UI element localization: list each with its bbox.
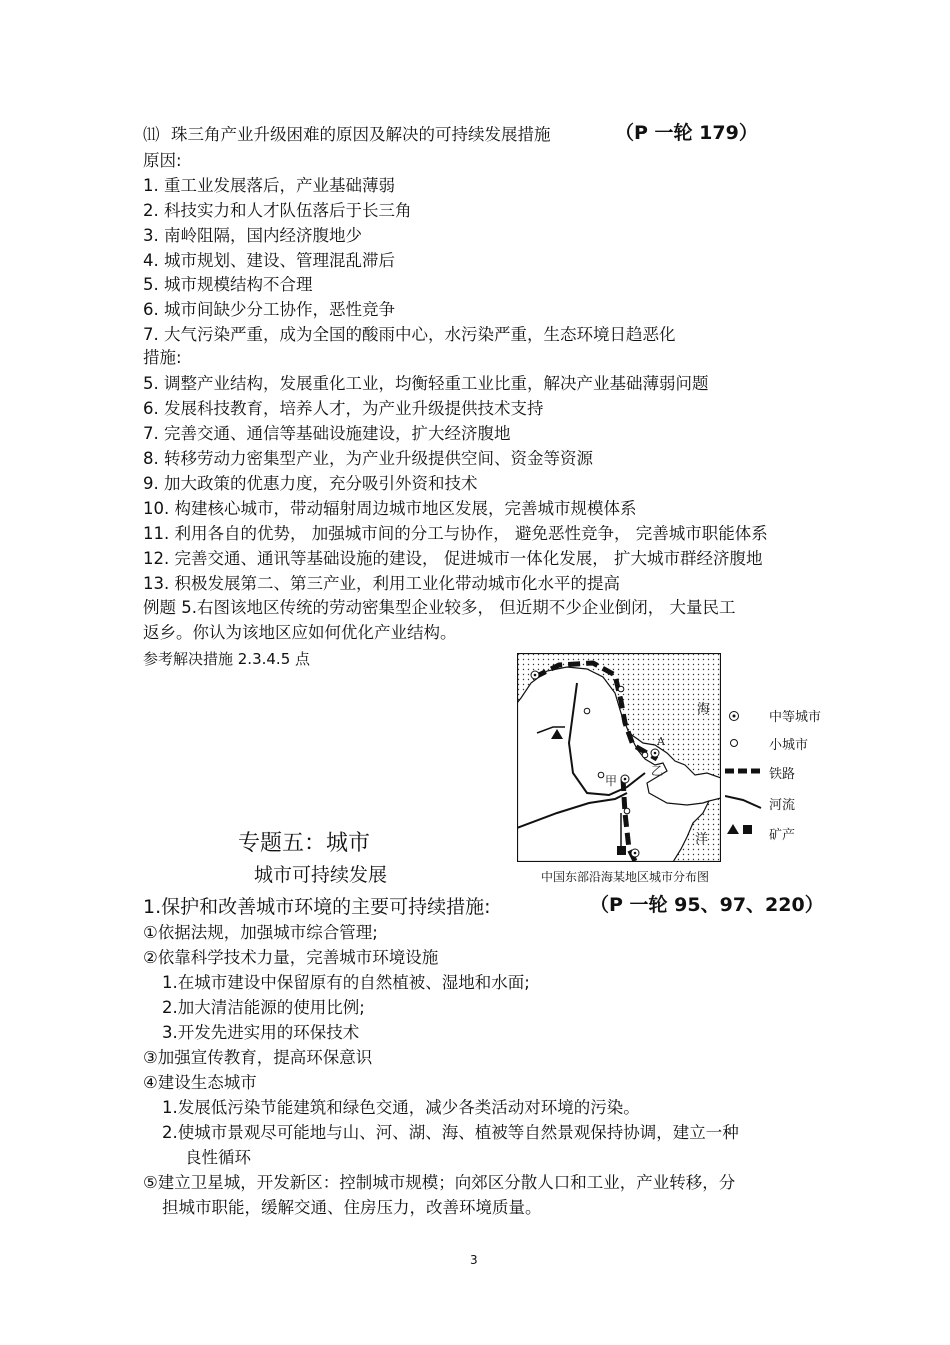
part2-heading: 1.保护和改善城市环境的主要可持续措施: (143, 896, 491, 918)
page-number: 3 (470, 1253, 478, 1267)
answer-reference: 参考解决措施 2.3.4.5 点 (143, 650, 311, 668)
reason-item: 4. 城市规划、建设、管理混乱滞后 (143, 251, 395, 270)
sub-item-cont: 良性循环 (185, 1148, 251, 1167)
measure-item: 5. 调整产业结构，发展重化工业，均衡轻重工业比重，解决产业基础薄弱问题 (143, 374, 709, 393)
measure-item: 13. 积极发展第二、第三产业，利用工业化带动城市化水平的提高 (143, 574, 620, 593)
measure-item: ④建设生态城市 (143, 1073, 257, 1092)
label-ocean: 洋 (695, 832, 709, 847)
legend-small-city: 小城市 (769, 738, 809, 753)
measure-item: 6. 发展科技教育，培养人才，为产业升级提供技术支持 (143, 399, 544, 418)
sub-item: 3.开发先进实用的环保技术 (162, 1023, 360, 1042)
legend-mineral: 矿产 (769, 828, 796, 843)
measure-item: 11. 利用各自的优势， 加强城市间的分工与协作， 避免恶性竞争， 完善城市职能体系 (143, 524, 768, 543)
sub-item: 2.加大清洁能源的使用比例; (162, 998, 365, 1017)
reason-item: 2. 科技实力和人才队伍落后于长三角 (143, 201, 412, 220)
measure-item: 10. 构建核心城市，带动辐射周边城市地区发展，完善城市规模体系 (143, 499, 637, 518)
measure-item: 12. 完善交通、通讯等基础设施的建设， 促进城市一体化发展， 扩大城市群经济腹地 (143, 549, 763, 568)
mineral-square (617, 846, 626, 855)
reasons-label: 原因: (143, 151, 182, 170)
legend-railway: 铁路 (769, 767, 796, 782)
example-question-cont: 返乡。你认为该地区应如何优化产业结构。 (143, 623, 457, 642)
label-jia: 甲 (605, 774, 618, 788)
reason-item: 7. 大气污染严重，成为全国的酸雨中心，水污染严重，生态环境日趋恶化 (143, 325, 676, 344)
label-yi: 乙 (651, 764, 664, 778)
map-caption: 中国东部沿海某地区城市分布图 (541, 870, 710, 884)
section-title: 专题五：城市 (238, 831, 371, 856)
measure-item: 9. 加大政策的优惠力度，充分吸引外资和技术 (143, 474, 478, 493)
example-question: 例题 5.右图该地区传统的劳动密集型企业较多， 但近期不少企业倒闭， 大量民工 (143, 598, 736, 617)
heading-number: ⑾ (143, 125, 160, 144)
part2-heading-reference: （P 一轮 95、97、220） (590, 894, 824, 916)
heading-reference: （P 一轮 179） (615, 122, 758, 144)
measure-item: ②依靠科学技术力量，完善城市环境设施 (143, 948, 439, 967)
section-subtitle: 城市可持续发展 (254, 864, 388, 886)
sub-item: 1.在城市建设中保留原有的自然植被、湿地和水面; (162, 973, 530, 992)
legend-symbols (725, 704, 765, 839)
measure-item-cont: 担城市职能，缓解交通、住房压力，改善环境质量。 (162, 1198, 542, 1217)
measure-item: ③加强宣传教育，提高环保意识 (143, 1048, 373, 1067)
measure-item: ⑤建立卫星城，开发新区：控制城市规模；向郊区分散人口和工业，产业转移，分 (143, 1173, 736, 1192)
measure-item: ①依据法规，加强城市综合管理; (143, 923, 378, 942)
legend-medium-city: 中等城市 (769, 710, 822, 725)
measure-item: 7. 完善交通、通信等基础设施建设，扩大经济腹地 (143, 424, 511, 443)
sub-item: 1.发展低污染节能建筑和绿色交通，减少各类活动对环境的污染。 (162, 1098, 640, 1117)
reason-item: 1. 重工业发展落后，产业基础薄弱 (143, 176, 395, 195)
measures-label: 措施: (143, 348, 182, 367)
measure-item: 8. 转移劳动力密集型产业，为产业升级提供空间、资金等资源 (143, 449, 593, 468)
city-distribution-map (517, 653, 721, 862)
reason-item: 5. 城市规模结构不合理 (143, 275, 313, 294)
legend-river: 河流 (769, 798, 796, 813)
heading-text: 珠三角产业升级困难的原因及解决的可持续发展措施 (171, 125, 551, 144)
reason-item: 6. 城市间缺少分工协作，恶性竞争 (143, 300, 395, 319)
reason-item: 3. 南岭阻隔，国内经济腹地少 (143, 226, 362, 245)
sub-item: 2.使城市景观尽可能地与山、河、湖、海、植被等自然景观保持协调，建立一种 (162, 1123, 739, 1142)
label-sea: 海 (697, 702, 711, 717)
label-a: A (657, 735, 665, 748)
